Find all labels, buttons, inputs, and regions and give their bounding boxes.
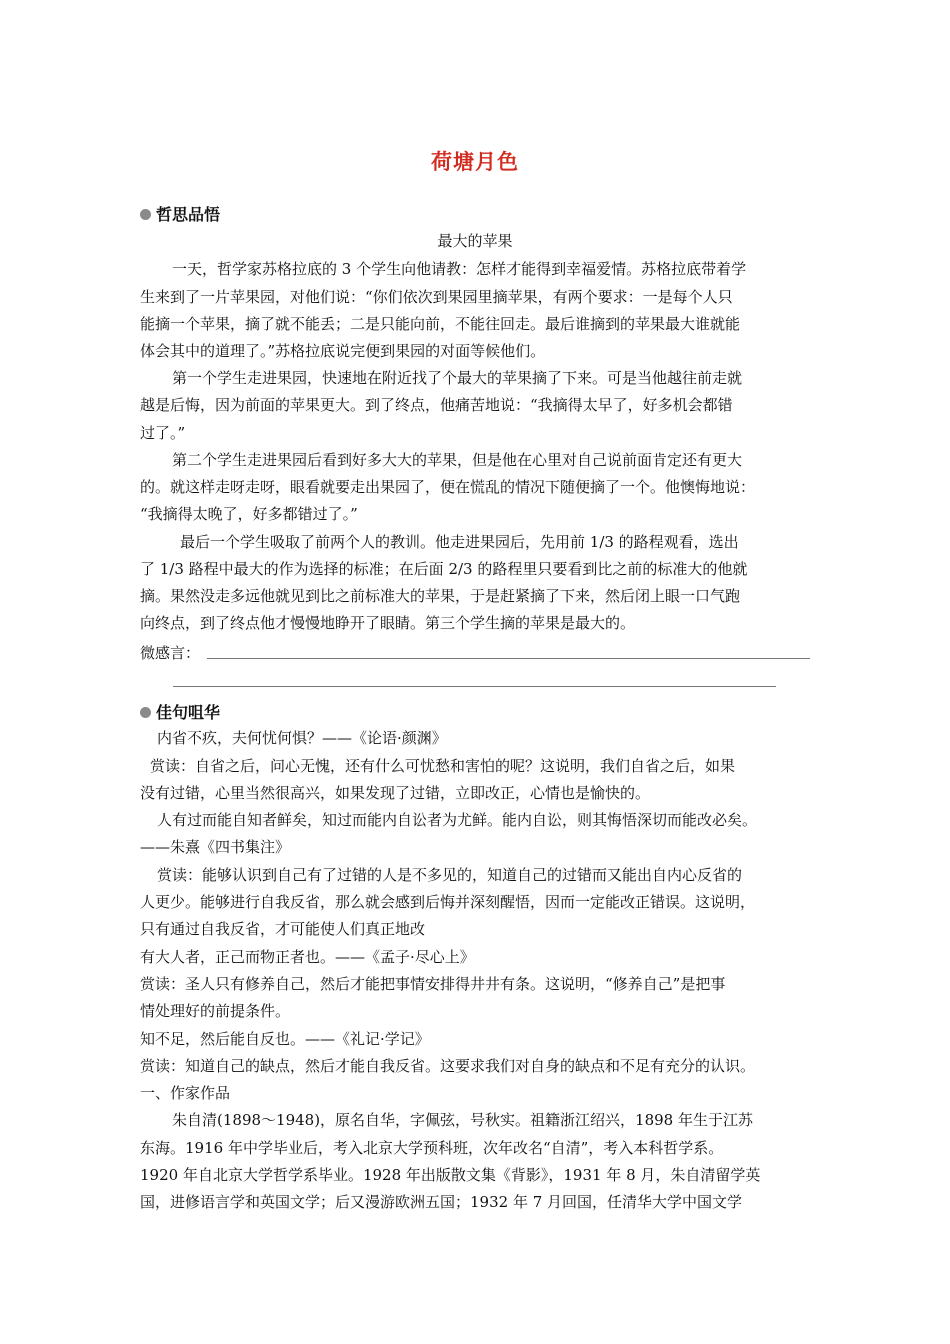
story-line: “我摘得太晚了，好多都错过了。” (140, 505, 358, 523)
quote-line: 知不足，然后能自反也。——《礼记·学记》 (140, 1030, 430, 1048)
quote-line: 有大人者，正己而物正者也。——《孟子·尽心上》 (140, 948, 475, 966)
quote-line: 赏读：圣人只有修养自己，然后才能把事情安排得井井有条。这说明，“修养自己”是把事 (140, 975, 726, 993)
section-heading-author: 一、作家作品 (140, 1084, 231, 1102)
quote-line: 内省不疚，夫何忧何惧？——《论语·颜渊》 (157, 729, 447, 747)
story-line: 越是后悔，因为前面的苹果更大。到了终点，他痛苦地说：“我摘得太早了，好多机会都错 (140, 396, 733, 414)
quote-line: 赏读：自省之后，问心无愧，还有什么可忧愁和害怕的呢？这说明，我们自省之后，如果 (150, 757, 736, 775)
section-heading-philosophy (140, 202, 220, 225)
section-heading-label: 哲思品悟 (156, 205, 221, 224)
quote-line: 人更少。能够进行自我反省，那么就会感到后悔并深刻醒悟，因而一定能改正错误。这说明， (140, 893, 756, 911)
quote-line: 情处理好的前提条件。 (140, 1002, 291, 1020)
story-line: 能摘一个苹果，摘了就不能丢；二是只能向前，不能往回走。最后谁摘到的苹果最大谁就能 (140, 315, 741, 333)
story-line: 了 1/3 路程中最大的作为选择的标准；在后面 2/3 的路程里只要看到比之前的标准大的他就 (140, 560, 748, 578)
bio-line: 1920 年自北京大学哲学系毕业。1928 年出版散文集《背影》，1931 年 8 月，朱自清留学英 (140, 1166, 761, 1184)
story-line: 一天，哲学家苏格拉底的 3 个学生向他请教：怎样才能得到幸福爱情。苏格拉底带着学 (172, 260, 747, 278)
quote-line: 赏读：能够认识到自己有了过错的人是不多见的，知道自己的过错而又能出自内心反省的 (157, 866, 743, 884)
story-line: 的。就这样走呀走呀，眼看就要走出果园了，便在慌乱的情况下随便摘了一个。他懊悔地说： (140, 478, 756, 496)
quote-line: 赏读：知道自己的缺点，然后才能自我反省。这要求我们对自身的缺点和不足有充分的认识。 (140, 1057, 756, 1075)
section-heading-quotes (140, 700, 220, 723)
feeling-blank-line (173, 686, 776, 687)
quote-line: 人有过而能自知者鲜矣，知过而能内自讼者为尤鲜。能内自讼，则其悔悟深切而能改必矣。 (157, 811, 758, 829)
bio-line: 朱自清(1898～1948)，原名自华，字佩弦，号秋实。祖籍浙江绍兴，1898 年生于江苏 (172, 1111, 753, 1129)
story-line: 最后一个学生吸取了前两个人的教训。他走进果园后，先用前 1/3 的路程观看，选出 (180, 533, 739, 551)
story-line: 体会其中的道理了。”苏格拉底说完便到果园的对面等候他们。 (140, 342, 546, 360)
page-title: 荷塘月色 (431, 150, 519, 174)
bullet-dot-icon (140, 707, 151, 718)
quote-line: ——朱熹《四书集注》 (140, 838, 291, 856)
story-line: 向终点，到了终点他才慢慢地睁开了眼睛。第三个学生摘的苹果是最大的。 (140, 614, 636, 632)
bio-line: 东海。1916 年中学毕业后，考入北京大学预科班，次年改名“自清”，考入本科哲学系。 (140, 1139, 724, 1157)
feeling-label: 微感言： (140, 644, 201, 662)
bullet-dot-icon (140, 209, 151, 220)
bio-line: 国，进修语言学和英国文学；后又漫游欧洲五国；1932 年 7 月回国，任清华大学中国文学 (140, 1193, 743, 1211)
feeling-blank-line (207, 658, 810, 659)
story-line: 第一个学生走进果园，快速地在附近找了个最大的苹果摘了下来。可是当他越往前走就 (172, 369, 743, 387)
story-title: 最大的苹果 (437, 232, 513, 250)
story-line: 摘。果然没走多远他就见到比之前标准大的苹果，于是赶紧摘了下来，然后闭上眼一口气跑 (140, 587, 741, 605)
quote-line: 没有过错，心里当然很高兴，如果发现了过错，立即改正，心情也是愉快的。 (140, 784, 651, 802)
story-line: 第二个学生走进果园后看到好多大大的苹果，但是他在心里对自己说前面肯定还有更大 (172, 451, 743, 469)
section-heading-label: 佳句咀华 (156, 703, 221, 722)
quote-line: 只有通过自我反省，才可能使人们真正地改 (140, 920, 426, 938)
story-line: 生来到了一片苹果园，对他们说：“你们依次到果园里摘苹果，有两个要求：一是每个人只 (140, 288, 733, 306)
story-line: 过了。” (140, 424, 186, 442)
